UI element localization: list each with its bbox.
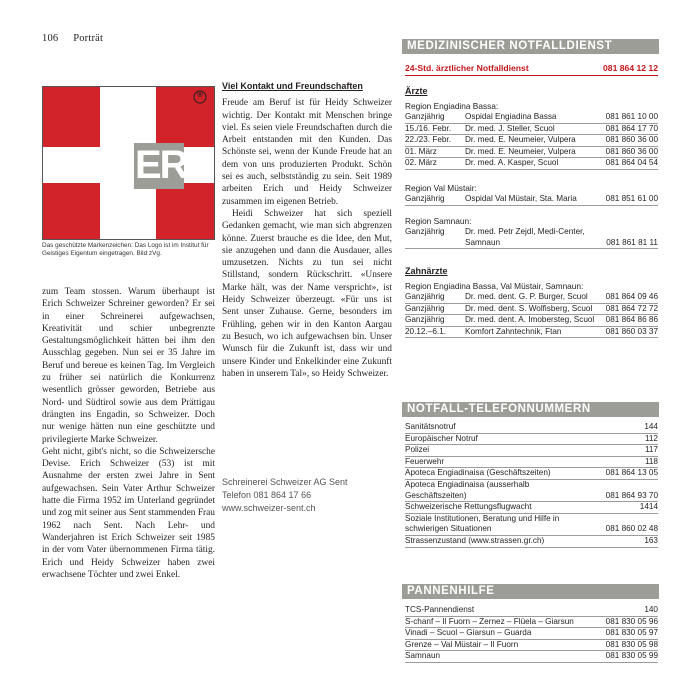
- swiss-cross-logo: [43, 87, 214, 239]
- cell-date: Ganzjährig: [405, 194, 465, 205]
- cell-label: TCS-Pannendienst: [405, 605, 598, 616]
- cell-label: S-chanf – Il Fuorn – Zernez – Flüela – Giarsun: [405, 616, 598, 628]
- cell-label: Soziale Institutionen, Beratung und Hilfe in schwierigen Situationen: [405, 513, 585, 535]
- cell-name: Dr. med. J. Steller, Scuol: [465, 123, 596, 135]
- table-row: [405, 315, 658, 327]
- cell-phone: 081 864 04 54: [596, 158, 658, 170]
- table-row: [405, 433, 658, 445]
- doctors-heading: Ärzte: [405, 86, 428, 96]
- cell-date: 01. März: [405, 146, 465, 158]
- cell-phone: 117: [585, 445, 658, 457]
- cell-phone: 081 830 05 97: [598, 628, 658, 640]
- cell-label: Polizei: [405, 445, 585, 457]
- logo-caption: Das geschützte Markenzeichen: Das Logo ist im Institut für Geistiges Eigentum eingetragen. Bild zVg.: [42, 242, 209, 258]
- logo-letters: ER: [135, 143, 187, 187]
- paragraph: zum Team stossen. Warum überhaupt ist Erich Schweizer Schreiner geworden? Er sei in einer Schreinerei aufgewachsen, Kreativität und schier unbegrenzte Gestaltungsmöglichkeit hätten bei ihm den Ausschlag gegeben. Nun sei er 35 Jahre im Beruf und bereue es keinen Tag. Im Vergleich zu früher sei natürlich die Konkurrenz wesentlich grösser geworden, Betriebe aus Nord- und Südtirol sowie aus dem Prättigau drängten ins Engadin, so Schweizer. Doch nur wenige hätten nun eine geschützte und privilegierte Marke Schweizer.: [42, 287, 215, 445]
- table-row: [405, 628, 658, 640]
- table-row: [405, 639, 658, 651]
- emergency-number: 081 864 12 12: [603, 63, 658, 73]
- table-row: [405, 194, 658, 205]
- cell-phone: 118: [585, 456, 658, 468]
- cell-name: Ospidal Val Müstair, Sta. Maria: [465, 194, 596, 205]
- paragraph: Freude am Beruf ist für Heidy Schweizer wichtig. Der Kontakt mit Menschen bringe viel. Es seien viele Freundschaften durch die Arbeit entstanden mit den Kunden. Das Schönste sei, wenn der Kunde Freude hat an dem von uns produzierten Produkt. Schön sei es auch, selbstständig zu sein. Seit 1989 arbeiten Erich und Heidy Schweizer zusammen im eigenen Betrieb.: [222, 98, 392, 207]
- cell-phone: 081 864 13 05: [585, 468, 658, 480]
- table-row: [405, 479, 658, 501]
- paragraph: Heidi Schweizer hat sich speziell Gedanken gemacht, wie man sich abgrenzen könne. Zuerst brauche es die Idee, den Mut, sie anzugehen und dann die Ausdauer, alles umzusetzen. Nichts zu tun sei nicht Stillstand, sondern Rückschritt. «Unsere Marke hält, was der Name verspricht», ist Heidy Schweizer überzeugt. «Für uns ist Sent unser Zuhause. Gerne, besonders im Frühling, gehen wir in den Kanton Aargau zu Besuch, wo ich aufgewachsen bin. Unser Wunsch für die Zukunft ist, dass wir und unsere Kinder und Enkelkinder eine Zukunft haben in unserem Tal», so Heidy Schweizer.: [222, 208, 392, 379]
- page-number: 106: [42, 33, 59, 44]
- cell-phone: 081 860 36 00: [596, 135, 658, 147]
- company-contact: [222, 476, 392, 515]
- cell-phone: 1414: [585, 502, 658, 514]
- table-row: [405, 292, 658, 303]
- cell-date: 02. März: [405, 158, 465, 170]
- cell-date: 20.12.–6.1.: [405, 326, 465, 338]
- er-logo: [42, 86, 215, 240]
- cell-name: Dr. med. Petr Zejdl, Medi-Center, Samnaun: [465, 227, 595, 249]
- article-subheading: Viel Kontakt und Freundschaften: [222, 81, 363, 91]
- cell-name: Ospidal Engiadina Bassa: [465, 112, 596, 123]
- cell-date: Ganzjährig: [405, 315, 465, 327]
- cell-name: Komfort Zahntechnik, Ftan: [465, 326, 595, 338]
- table-row: [405, 422, 658, 433]
- cell-phone: 081 830 05 98: [598, 639, 658, 651]
- emergency-numbers-table: [405, 422, 658, 548]
- cell-phone: 081 860 36 00: [596, 146, 658, 158]
- dentists-table: [405, 292, 658, 338]
- table-row: [405, 123, 658, 135]
- section-emergency-numbers: NOTFALL-TELEFONNUMMERN: [402, 402, 659, 417]
- table-row: [405, 616, 658, 628]
- doctors-table-engiadina: [405, 112, 658, 170]
- region-label: Region Val Müstair:: [405, 183, 477, 193]
- cell-name: Dr. med. E. Neumeier, Vulpera: [465, 135, 596, 147]
- cell-phone: 144: [585, 422, 658, 433]
- cell-phone: 081 830 05 99: [598, 651, 658, 663]
- cell-phone: 081 861 10 00: [596, 112, 658, 123]
- table-row: [405, 326, 658, 338]
- cell-label: Europäischer Notruf: [405, 433, 585, 445]
- table-row: [405, 651, 658, 663]
- cell-phone: 081 830 05 96: [598, 616, 658, 628]
- cell-date: 22./23. Febr.: [405, 135, 465, 147]
- cell-phone: 081 851 61 00: [596, 194, 658, 205]
- table-row: [405, 468, 658, 480]
- region-label: Region Samnaun:: [405, 216, 472, 226]
- cell-label: Strassenzustand (www.strassen.gr.ch): [405, 535, 585, 547]
- paragraph: Geht nicht, gibt's nicht, so die Schweizersche Devise. Erich Schweizer (53) ist mit Ausnahme der ersten zwei Jahre in Sent aufgewachsen. Sein Vater Arthur Schweizer hatte die Firma 1952 im Unterland gegründet und zog mit seiner aus Sent stammenden Frau 1962 nach Sent. Nach Lehr- und Wanderjahren ist Erich Schweizer seit 1985 in der vom Vater übernommenen Firma tätig. Erich und Heidy Schweizer haben zwei erwachsene Töchter und zwei Enkel.: [42, 446, 215, 580]
- company-website: www.schweizer-sent.ch: [222, 503, 316, 513]
- table-row: [405, 502, 658, 514]
- cell-name: Dr. med. dent. A. Imobersteg, Scuol: [465, 315, 595, 327]
- table-row: [405, 456, 658, 468]
- doctors-table-val-muestair: [405, 194, 658, 206]
- cell-label: Apoteca Engiadinaisa (ausserhalb Geschäftszeiten): [405, 479, 585, 501]
- emergency-label: 24-Std. ärztlicher Notfalldienst: [405, 63, 529, 73]
- breakdown-table: [405, 605, 658, 663]
- region-label: Region Engiadina Bassa, Val Müstair, Samnaun:: [405, 281, 584, 291]
- dentists-heading: Zahnärzte: [405, 266, 448, 276]
- cell-label: Schweizerische Rettungsflugwacht: [405, 502, 585, 514]
- company-name: Schreinerei Schweizer AG Sent: [222, 477, 348, 487]
- table-row: [405, 146, 658, 158]
- article-column-2: [222, 80, 392, 380]
- cell-phone: 081 860 02 48: [585, 513, 658, 535]
- emergency-hotline: [405, 63, 658, 76]
- section-title: Porträt: [73, 33, 104, 44]
- registered-mark: ®: [197, 90, 203, 99]
- table-row: [405, 303, 658, 315]
- cell-name: Dr. med. A. Kasper, Scuol: [465, 158, 596, 170]
- cell-name: Dr. med. dent. S. Wolfisberg, Scuol: [465, 303, 595, 315]
- table-row: [405, 135, 658, 147]
- cell-phone: 081 864 72 72: [595, 303, 658, 315]
- cell-date: Ganzjährig: [405, 303, 465, 315]
- table-row: [405, 158, 658, 170]
- cell-phone: 163: [585, 535, 658, 547]
- cell-name: Dr. med. E. Neumeier, Vulpera: [465, 146, 596, 158]
- table-row: [405, 227, 658, 249]
- cell-phone: 081 861 81 11: [595, 227, 658, 249]
- table-row: [405, 112, 658, 123]
- cell-date: Ganzjährig: [405, 292, 465, 303]
- page-header: [42, 33, 103, 44]
- cell-date: Ganzjährig: [405, 227, 465, 249]
- cell-name: Dr. med. dent. G. P. Burger, Scuol: [465, 292, 595, 303]
- table-row: [405, 513, 658, 535]
- doctors-table-samnaun: [405, 227, 658, 249]
- cell-phone: 112: [585, 433, 658, 445]
- table-row: [405, 445, 658, 457]
- cell-label: Sanitätsnotruf: [405, 422, 585, 433]
- table-row: [405, 535, 658, 547]
- cell-phone: 081 864 17 70: [596, 123, 658, 135]
- cell-phone: 081 864 93 70: [585, 479, 658, 501]
- cell-label: Grenze – Val Müstair – Il Fuorn: [405, 639, 598, 651]
- cell-label: Apoteca Engiadinaisa (Geschäftszeiten): [405, 468, 585, 480]
- cell-label: Vinadi – Scuol – Giarsun – Guarda: [405, 628, 598, 640]
- cell-label: Samnaun: [405, 651, 598, 663]
- article-column-1: [42, 286, 215, 581]
- cell-date: Ganzjährig: [405, 112, 465, 123]
- section-medical-emergency: MEDIZINISCHER NOTFALLDIENST: [402, 39, 659, 54]
- cell-phone: 140: [598, 605, 658, 616]
- section-breakdown-service: PANNENHILFE: [402, 584, 659, 599]
- region-label: Region Engiadina Bassa:: [405, 101, 499, 111]
- cell-phone: 081 864 86 86: [595, 315, 658, 327]
- cell-phone: 081 864 09 46: [595, 292, 658, 303]
- cell-date: 15./16. Febr.: [405, 123, 465, 135]
- cell-phone: 081 860 03 37: [595, 326, 658, 338]
- table-row: [405, 605, 658, 616]
- cell-label: Feuerwehr: [405, 456, 585, 468]
- company-phone: Telefon 081 864 17 66: [222, 490, 312, 500]
